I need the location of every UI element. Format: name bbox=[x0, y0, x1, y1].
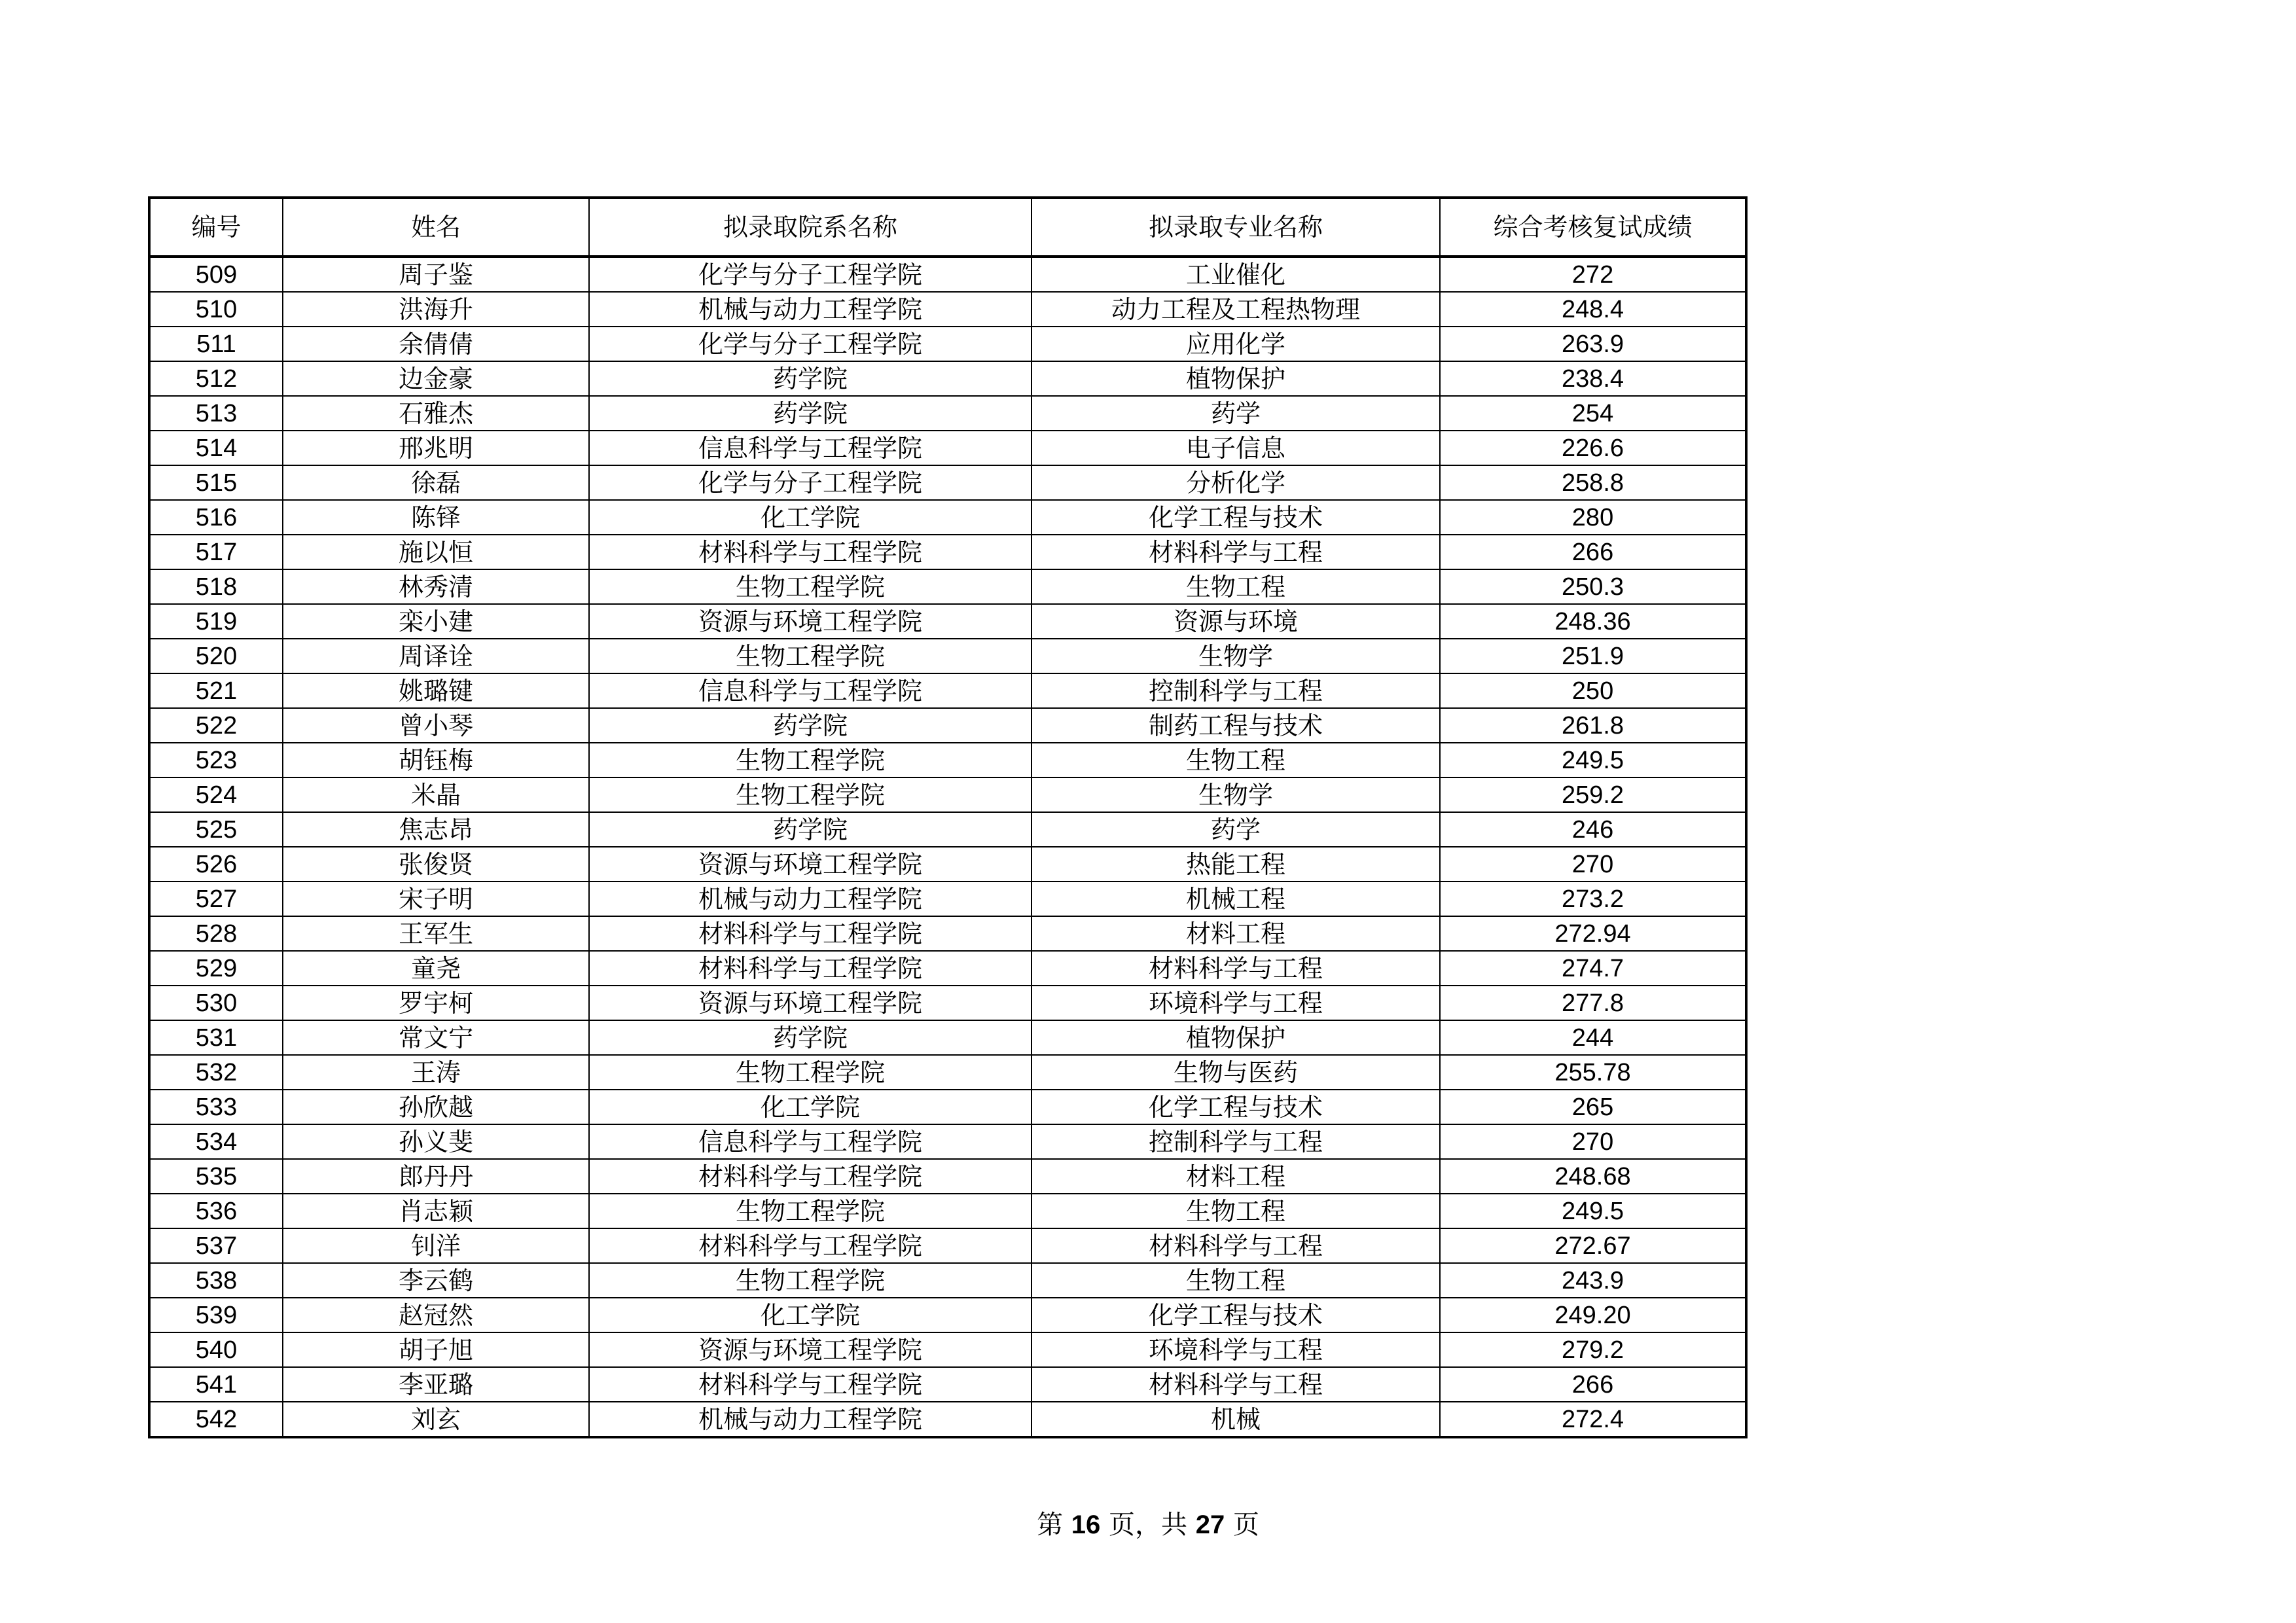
cell-score: 255.78 bbox=[1440, 1055, 1746, 1090]
cell-score: 248.68 bbox=[1440, 1159, 1746, 1194]
table-row bbox=[149, 292, 1746, 327]
cell-name: 林秀清 bbox=[283, 569, 589, 604]
cell-major: 生物与医药 bbox=[1031, 1055, 1440, 1090]
table-row bbox=[149, 708, 1746, 743]
cell-dept: 药学院 bbox=[589, 1020, 1031, 1055]
table-row bbox=[149, 639, 1746, 673]
cell-score: 251.9 bbox=[1440, 639, 1746, 673]
table-row bbox=[149, 431, 1746, 465]
cell-major: 控制科学与工程 bbox=[1031, 673, 1440, 708]
table-row bbox=[149, 500, 1746, 535]
cell-score: 266 bbox=[1440, 535, 1746, 569]
cell-major: 资源与环境 bbox=[1031, 604, 1440, 639]
table-row bbox=[149, 1090, 1746, 1124]
cell-dept: 信息科学与工程学院 bbox=[589, 431, 1031, 465]
table-row bbox=[149, 777, 1746, 812]
cell-score: 272.94 bbox=[1440, 916, 1746, 951]
table-row bbox=[149, 743, 1746, 777]
table-row bbox=[149, 1194, 1746, 1228]
cell-dept: 材料科学与工程学院 bbox=[589, 1367, 1031, 1402]
cell-dept: 化学与分子工程学院 bbox=[589, 327, 1031, 361]
cell-score: 249.5 bbox=[1440, 743, 1746, 777]
cell-num: 539 bbox=[149, 1298, 283, 1332]
cell-dept: 药学院 bbox=[589, 361, 1031, 396]
cell-score: 249.5 bbox=[1440, 1194, 1746, 1228]
cell-num: 527 bbox=[149, 882, 283, 916]
cell-major: 植物保护 bbox=[1031, 361, 1440, 396]
cell-name: 王军生 bbox=[283, 916, 589, 951]
table-row bbox=[149, 812, 1746, 847]
cell-score: 246 bbox=[1440, 812, 1746, 847]
cell-name: 边金豪 bbox=[283, 361, 589, 396]
cell-num: 533 bbox=[149, 1090, 283, 1124]
cell-dept: 化工学院 bbox=[589, 1090, 1031, 1124]
cell-major: 药学 bbox=[1031, 812, 1440, 847]
footer-prefix: 第 bbox=[1037, 1510, 1064, 1540]
table-row bbox=[149, 916, 1746, 951]
cell-dept: 资源与环境工程学院 bbox=[589, 986, 1031, 1020]
cell-dept: 生物工程学院 bbox=[589, 743, 1031, 777]
header-major: 拟录取专业名称 bbox=[1031, 198, 1440, 257]
cell-num: 509 bbox=[149, 257, 283, 292]
table-row bbox=[149, 1124, 1746, 1159]
cell-num: 524 bbox=[149, 777, 283, 812]
cell-major: 材料工程 bbox=[1031, 1159, 1440, 1194]
cell-num: 529 bbox=[149, 951, 283, 986]
cell-name: 周子鉴 bbox=[283, 257, 589, 292]
cell-score: 263.9 bbox=[1440, 327, 1746, 361]
table-row bbox=[149, 327, 1746, 361]
cell-major: 生物工程 bbox=[1031, 1194, 1440, 1228]
cell-score: 248.36 bbox=[1440, 604, 1746, 639]
cell-name: 常文宁 bbox=[283, 1020, 589, 1055]
cell-dept: 生物工程学院 bbox=[589, 1263, 1031, 1298]
cell-dept: 信息科学与工程学院 bbox=[589, 673, 1031, 708]
cell-score: 249.20 bbox=[1440, 1298, 1746, 1332]
cell-dept: 材料科学与工程学院 bbox=[589, 916, 1031, 951]
cell-major: 电子信息 bbox=[1031, 431, 1440, 465]
cell-dept: 生物工程学院 bbox=[589, 1055, 1031, 1090]
cell-score: 272 bbox=[1440, 257, 1746, 292]
cell-num: 513 bbox=[149, 396, 283, 431]
cell-num: 514 bbox=[149, 431, 283, 465]
cell-score: 272.67 bbox=[1440, 1228, 1746, 1263]
cell-score: 265 bbox=[1440, 1090, 1746, 1124]
cell-major: 生物工程 bbox=[1031, 1263, 1440, 1298]
cell-num: 540 bbox=[149, 1332, 283, 1367]
cell-dept: 机械与动力工程学院 bbox=[589, 292, 1031, 327]
table-row bbox=[149, 951, 1746, 986]
cell-score: 273.2 bbox=[1440, 882, 1746, 916]
table-header-row bbox=[149, 198, 1746, 257]
cell-dept: 化工学院 bbox=[589, 500, 1031, 535]
cell-major: 化学工程与技术 bbox=[1031, 1090, 1440, 1124]
cell-num: 535 bbox=[149, 1159, 283, 1194]
cell-major: 分析化学 bbox=[1031, 465, 1440, 500]
cell-dept: 资源与环境工程学院 bbox=[589, 847, 1031, 882]
table-row bbox=[149, 986, 1746, 1020]
cell-score: 277.8 bbox=[1440, 986, 1746, 1020]
cell-name: 王涛 bbox=[283, 1055, 589, 1090]
cell-score: 266 bbox=[1440, 1367, 1746, 1402]
cell-major: 环境科学与工程 bbox=[1031, 986, 1440, 1020]
cell-name: 徐磊 bbox=[283, 465, 589, 500]
cell-score: 272.4 bbox=[1440, 1402, 1746, 1437]
table-row bbox=[149, 1020, 1746, 1055]
cell-num: 541 bbox=[149, 1367, 283, 1402]
cell-score: 250.3 bbox=[1440, 569, 1746, 604]
cell-num: 536 bbox=[149, 1194, 283, 1228]
cell-name: 罗宇柯 bbox=[283, 986, 589, 1020]
table-row bbox=[149, 882, 1746, 916]
cell-num: 521 bbox=[149, 673, 283, 708]
cell-major: 机械 bbox=[1031, 1402, 1440, 1437]
cell-dept: 材料科学与工程学院 bbox=[589, 1228, 1031, 1263]
cell-name: 童尧 bbox=[283, 951, 589, 986]
table-row bbox=[149, 465, 1746, 500]
cell-score: 244 bbox=[1440, 1020, 1746, 1055]
cell-dept: 生物工程学院 bbox=[589, 1194, 1031, 1228]
table-row bbox=[149, 535, 1746, 569]
cell-dept: 生物工程学院 bbox=[589, 569, 1031, 604]
cell-num: 526 bbox=[149, 847, 283, 882]
cell-major: 植物保护 bbox=[1031, 1020, 1440, 1055]
cell-major: 工业催化 bbox=[1031, 257, 1440, 292]
cell-major: 生物学 bbox=[1031, 639, 1440, 673]
table-body bbox=[149, 257, 1746, 1437]
table-row bbox=[149, 569, 1746, 604]
cell-num: 516 bbox=[149, 500, 283, 535]
table-row bbox=[149, 396, 1746, 431]
cell-dept: 药学院 bbox=[589, 812, 1031, 847]
cell-num: 522 bbox=[149, 708, 283, 743]
cell-major: 药学 bbox=[1031, 396, 1440, 431]
cell-num: 537 bbox=[149, 1228, 283, 1263]
cell-num: 518 bbox=[149, 569, 283, 604]
footer-total-pages: 27 bbox=[1195, 1510, 1225, 1539]
cell-major: 化学工程与技术 bbox=[1031, 1298, 1440, 1332]
admission-score-table bbox=[148, 196, 1748, 1438]
cell-score: 258.8 bbox=[1440, 465, 1746, 500]
table-row bbox=[149, 1263, 1746, 1298]
table-row bbox=[149, 604, 1746, 639]
cell-dept: 药学院 bbox=[589, 396, 1031, 431]
cell-dept: 化学与分子工程学院 bbox=[589, 257, 1031, 292]
cell-name: 曾小琴 bbox=[283, 708, 589, 743]
cell-major: 化学工程与技术 bbox=[1031, 500, 1440, 535]
cell-name: 胡子旭 bbox=[283, 1332, 589, 1367]
cell-num: 520 bbox=[149, 639, 283, 673]
cell-major: 制药工程与技术 bbox=[1031, 708, 1440, 743]
cell-dept: 机械与动力工程学院 bbox=[589, 882, 1031, 916]
cell-num: 531 bbox=[149, 1020, 283, 1055]
cell-score: 270 bbox=[1440, 1124, 1746, 1159]
cell-major: 应用化学 bbox=[1031, 327, 1440, 361]
cell-name: 余倩倩 bbox=[283, 327, 589, 361]
cell-name: 宋子明 bbox=[283, 882, 589, 916]
table-row bbox=[149, 1055, 1746, 1090]
cell-name: 赵冠然 bbox=[283, 1298, 589, 1332]
cell-num: 534 bbox=[149, 1124, 283, 1159]
cell-score: 254 bbox=[1440, 396, 1746, 431]
header-dept: 拟录取院系名称 bbox=[589, 198, 1031, 257]
table-row bbox=[149, 1332, 1746, 1367]
cell-name: 张俊贤 bbox=[283, 847, 589, 882]
cell-major: 控制科学与工程 bbox=[1031, 1124, 1440, 1159]
cell-major: 生物学 bbox=[1031, 777, 1440, 812]
cell-num: 515 bbox=[149, 465, 283, 500]
cell-name: 周译诠 bbox=[283, 639, 589, 673]
cell-score: 238.4 bbox=[1440, 361, 1746, 396]
cell-num: 528 bbox=[149, 916, 283, 951]
table-row bbox=[149, 1159, 1746, 1194]
cell-major: 热能工程 bbox=[1031, 847, 1440, 882]
cell-name: 陈铎 bbox=[283, 500, 589, 535]
cell-num: 530 bbox=[149, 986, 283, 1020]
cell-num: 532 bbox=[149, 1055, 283, 1090]
cell-name: 李云鹤 bbox=[283, 1263, 589, 1298]
cell-name: 施以恒 bbox=[283, 535, 589, 569]
page-footer bbox=[0, 1504, 2296, 1541]
cell-dept: 机械与动力工程学院 bbox=[589, 1402, 1031, 1437]
cell-name: 孙欣越 bbox=[283, 1090, 589, 1124]
cell-dept: 材料科学与工程学院 bbox=[589, 1159, 1031, 1194]
cell-name: 刘玄 bbox=[283, 1402, 589, 1437]
footer-middle: 页，共 bbox=[1109, 1510, 1187, 1540]
cell-score: 250 bbox=[1440, 673, 1746, 708]
cell-dept: 生物工程学院 bbox=[589, 777, 1031, 812]
header-score: 综合考核复试成绩 bbox=[1440, 198, 1746, 257]
table-row bbox=[149, 257, 1746, 292]
cell-name: 郎丹丹 bbox=[283, 1159, 589, 1194]
table-row bbox=[149, 361, 1746, 396]
cell-major: 材料工程 bbox=[1031, 916, 1440, 951]
cell-num: 542 bbox=[149, 1402, 283, 1437]
cell-num: 519 bbox=[149, 604, 283, 639]
cell-dept: 化工学院 bbox=[589, 1298, 1031, 1332]
cell-major: 生物工程 bbox=[1031, 569, 1440, 604]
cell-score: 280 bbox=[1440, 500, 1746, 535]
cell-num: 510 bbox=[149, 292, 283, 327]
cell-num: 511 bbox=[149, 327, 283, 361]
cell-name: 栾小建 bbox=[283, 604, 589, 639]
cell-name: 焦志昂 bbox=[283, 812, 589, 847]
cell-score: 261.8 bbox=[1440, 708, 1746, 743]
cell-dept: 化学与分子工程学院 bbox=[589, 465, 1031, 500]
cell-name: 孙义斐 bbox=[283, 1124, 589, 1159]
cell-score: 259.2 bbox=[1440, 777, 1746, 812]
table-row bbox=[149, 1367, 1746, 1402]
cell-major: 生物工程 bbox=[1031, 743, 1440, 777]
cell-score: 243.9 bbox=[1440, 1263, 1746, 1298]
cell-name: 米晶 bbox=[283, 777, 589, 812]
cell-major: 动力工程及工程热物理 bbox=[1031, 292, 1440, 327]
cell-name: 胡钰梅 bbox=[283, 743, 589, 777]
cell-score: 248.4 bbox=[1440, 292, 1746, 327]
cell-score: 226.6 bbox=[1440, 431, 1746, 465]
cell-num: 512 bbox=[149, 361, 283, 396]
cell-dept: 药学院 bbox=[589, 708, 1031, 743]
cell-name: 石雅杰 bbox=[283, 396, 589, 431]
cell-major: 环境科学与工程 bbox=[1031, 1332, 1440, 1367]
cell-score: 274.7 bbox=[1440, 951, 1746, 986]
cell-score: 270 bbox=[1440, 847, 1746, 882]
cell-name: 肖志颖 bbox=[283, 1194, 589, 1228]
cell-num: 525 bbox=[149, 812, 283, 847]
cell-dept: 资源与环境工程学院 bbox=[589, 1332, 1031, 1367]
table-row bbox=[149, 1228, 1746, 1263]
table-row bbox=[149, 1402, 1746, 1437]
header-num: 编号 bbox=[149, 198, 283, 257]
cell-dept: 生物工程学院 bbox=[589, 639, 1031, 673]
cell-major: 材料科学与工程 bbox=[1031, 1228, 1440, 1263]
footer-current-page: 16 bbox=[1071, 1510, 1101, 1539]
cell-name: 钊洋 bbox=[283, 1228, 589, 1263]
footer-suffix: 页 bbox=[1232, 1510, 1259, 1540]
cell-dept: 资源与环境工程学院 bbox=[589, 604, 1031, 639]
cell-num: 517 bbox=[149, 535, 283, 569]
cell-dept: 信息科学与工程学院 bbox=[589, 1124, 1031, 1159]
cell-dept: 材料科学与工程学院 bbox=[589, 535, 1031, 569]
cell-name: 洪海升 bbox=[283, 292, 589, 327]
cell-name: 李亚璐 bbox=[283, 1367, 589, 1402]
cell-score: 279.2 bbox=[1440, 1332, 1746, 1367]
cell-num: 538 bbox=[149, 1263, 283, 1298]
cell-major: 材料科学与工程 bbox=[1031, 951, 1440, 986]
cell-major: 材料科学与工程 bbox=[1031, 535, 1440, 569]
table-row bbox=[149, 1298, 1746, 1332]
cell-name: 邢兆明 bbox=[283, 431, 589, 465]
table-row bbox=[149, 673, 1746, 708]
cell-dept: 材料科学与工程学院 bbox=[589, 951, 1031, 986]
cell-num: 523 bbox=[149, 743, 283, 777]
header-name: 姓名 bbox=[283, 198, 589, 257]
cell-major: 机械工程 bbox=[1031, 882, 1440, 916]
cell-major: 材料科学与工程 bbox=[1031, 1367, 1440, 1402]
table-row bbox=[149, 847, 1746, 882]
cell-name: 姚璐键 bbox=[283, 673, 589, 708]
